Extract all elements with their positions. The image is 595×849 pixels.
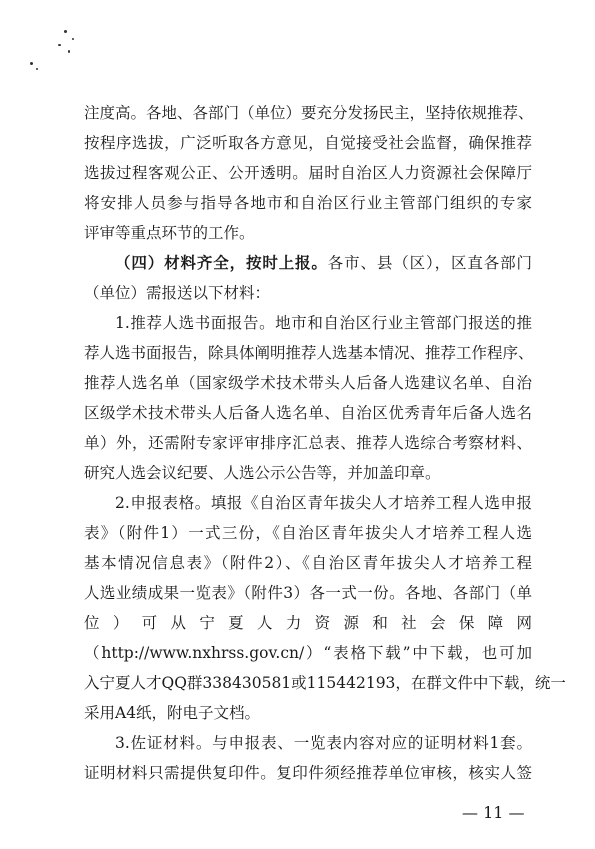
text-line: 基本情况信息表》（附件2）、《自治区青年拔尖人才培养工程 <box>84 554 532 572</box>
text-line: 推荐人选名单（国家级学术技术带头人后备人选建议名单、自治 <box>84 374 532 392</box>
text-line: 研究人选会议纪要、人选公示公告等，并加盖印章。 <box>84 464 441 482</box>
text-line: （http://www.nxhrss.gov.cn/）“表格下载”中下载，也可加 <box>84 644 532 662</box>
text-line: 3.佐证材料。与申报表、一览表内容对应的证明材料1套。 <box>115 734 532 752</box>
section-heading-line <box>115 250 532 276</box>
text-span: 各市、县（区），区直各部门 <box>327 254 532 272</box>
text-line: 区级学术技术带头人后备人选名单、自治区优秀青年后备人选名 <box>84 404 532 422</box>
text-line: 1.推荐人选书面报告。地市和自治区行业主管部门报送的推 <box>115 314 532 332</box>
text-line: 位 ） 可 从 宁 夏 人 力 资 源 和 社 会 保 障 网 <box>84 614 532 632</box>
text-line: 入宁夏人才QQ群338430581或115442193，在群文件中下载，统一 <box>84 674 566 692</box>
text-line: 单）外，还需附专家评审排序汇总表、推荐人选综合考察材料、 <box>84 434 532 452</box>
scan-artifact <box>28 28 88 78</box>
text-line: 荐人选书面报告，除具体阐明推荐人选基本情况、推荐工作程序、 <box>84 344 534 362</box>
text-line: 2.申报表格。填报《自治区青年拔尖人才培养工程人选申报 <box>115 494 532 512</box>
text-line: 选拔过程客观公正、公开透明。届时自治区人力资源社会保障厅 <box>84 164 532 182</box>
text-line: 人选业绩成果一览表》（附件3）各一式一份。各地、各部门（单 <box>84 584 532 602</box>
text-line: 注度高。各地、各部门（单位）要充分发扬民主，坚持依规推荐、 <box>84 104 534 122</box>
text-line: 将安排人员参与指导各地市和自治区行业主管部门组织的专家 <box>84 194 532 212</box>
text-line: 采用A4纸，附电子文档。 <box>84 704 261 722</box>
text-line: 证明材料只需提供复印件。复印件须经推荐单位审核，核实人签 <box>84 764 532 782</box>
text-line: 按程序选拔，广泛听取各方意见，自觉接受社会监督，确保推荐 <box>84 134 532 152</box>
page-number: — 11 — <box>462 803 525 822</box>
text-line: 表》（附件1）一式三份，《自治区青年拔尖人才培养工程人选 <box>84 524 532 542</box>
text-line: （单位）需报送以下材料： <box>84 284 271 302</box>
section-heading: （四）材料齐全，按时上报。 <box>115 253 328 272</box>
text-line: 评审等重点环节的工作。 <box>84 224 255 242</box>
